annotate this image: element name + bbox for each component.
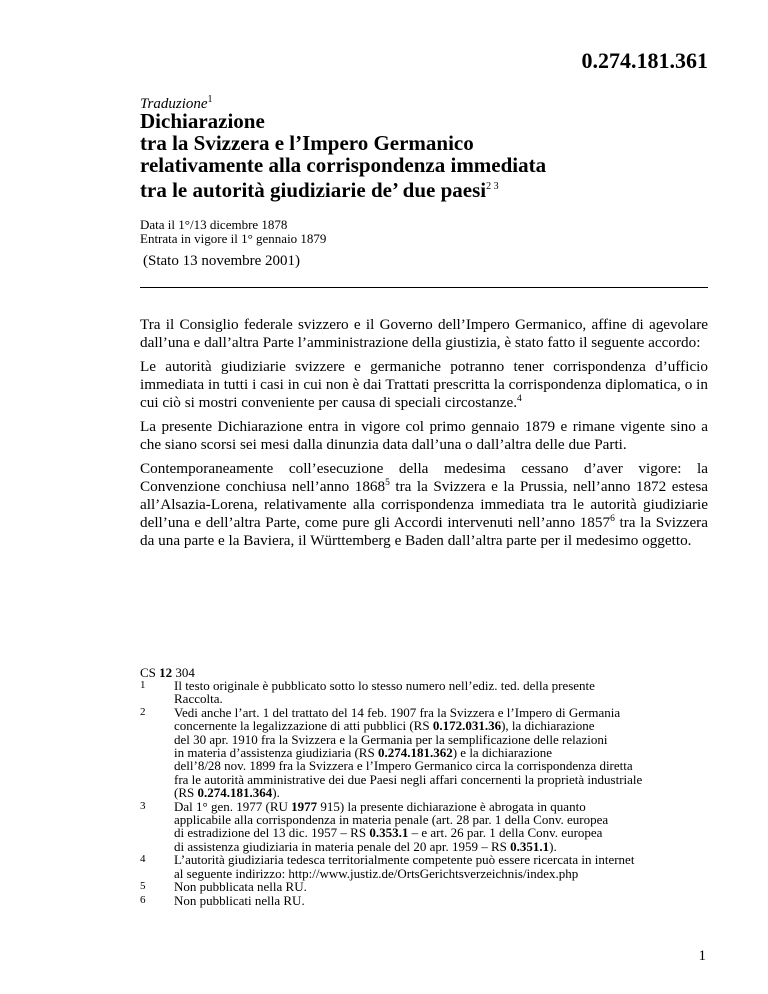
footnote-text	[174, 706, 710, 800]
footnote-text-run: di estradizione del 13 dic. 1957 – RS	[174, 825, 370, 841]
footnote-1	[140, 679, 710, 706]
status-date: (Stato 13 novembre 2001)	[143, 253, 301, 269]
footnote-ref-6[interactable]: 6	[610, 513, 615, 524]
footnote-6	[140, 894, 710, 907]
title-line-1: Dichiarazione	[140, 109, 265, 133]
paragraph-2	[140, 358, 708, 412]
footnote-line: del 30 apr. 1910 fra la Svizzera e la Germania per la semplificazione delle relazioni	[174, 731, 608, 747]
footnotes	[140, 679, 710, 907]
footnote-line	[174, 800, 710, 813]
paragraph-4-text-a: Contemporaneamente coll’esecuzione della medesima cessano d’aver vigore: la Convenzione conchiusa nell’anno 1868	[140, 460, 708, 495]
paragraph-3: La presente Dichiarazione entra in vigore col primo gennaio 1879 e rimane vigente sino a che siano scorsi sei mesi dalla dinunzia data dall’una o dall’altra delle due Parti.	[140, 418, 708, 453]
footnote-line: al seguente indirizzo: http://www.justiz.de/OrtsGerichtsverzeichnis/index.php	[174, 865, 579, 881]
footnote-line: Il testo originale è pubblicato sotto lo stesso numero nell’ediz. ted. della presente	[174, 678, 595, 693]
paragraph-4	[140, 460, 708, 550]
ru-link[interactable]: 1977	[291, 798, 318, 814]
footnote-line	[174, 840, 710, 853]
footnote-ref-1[interactable]: 1	[207, 94, 213, 105]
footnote-text-run: in materia d’assistenza giudiziaria (RS	[174, 745, 378, 761]
title-line-4-text: tra le autorità giudiziarie de’ due paesi	[140, 178, 487, 202]
footnote-text-run: concernente la legalizzazione di atti pubblici (RS	[174, 718, 433, 734]
footnote-number: 3	[140, 799, 146, 812]
paragraph-2-text: Le autorità giudiziarie svizzere e germaniche potranno tener corrispondenza d’ufficio immediata in tutti i casi in cui non è dai Trattati prescritta la corrispondenza diplomatica, o in cui ciò si mostri conveniente per causa di speciali circostanze.	[140, 358, 708, 411]
divider-rule	[140, 287, 708, 288]
footnote-line: Raccolta.	[174, 691, 223, 707]
footnote-number: 6	[140, 893, 146, 906]
document-body	[140, 316, 708, 556]
sr-link[interactable]: 0.274.181.364	[197, 785, 273, 801]
footnote-number: 4	[140, 853, 146, 866]
cs-prefix: CS	[140, 665, 160, 680]
footnote-line: Vedi anche l’art. 1 del trattato del 14 feb. 1907 fra la Svizzera e l’Impero di Germania	[174, 704, 621, 720]
footnote-line	[174, 786, 710, 799]
title-line-3: relativamente alla corrispondenza immediata	[140, 153, 547, 177]
footnote-line	[174, 826, 710, 839]
footnote-3	[140, 800, 710, 854]
cs-page: 304	[172, 665, 195, 680]
footnote-line: Non pubblicati nella RU.	[174, 892, 305, 908]
sr-link[interactable]: 0.172.031.36	[432, 718, 502, 734]
dates-block	[140, 218, 326, 246]
footnote-text-run: di assistenza giudiziaria in materia penale del 20 apr. 1959 – RS	[174, 838, 511, 854]
translation-text: Traduzione	[140, 96, 208, 112]
footnote-number: 1	[140, 679, 146, 691]
footnote-line	[174, 719, 710, 732]
title-line-4	[140, 176, 700, 201]
footnote-ref-4[interactable]: 4	[517, 393, 522, 404]
footnote-number: 2	[140, 705, 146, 718]
title-line-2: tra la Svizzera e l’Impero Germanico	[140, 131, 474, 155]
title-footnote-refs[interactable]: 2 3	[486, 181, 499, 192]
document-title	[140, 110, 700, 201]
footnote-text-run: (RS	[174, 785, 198, 801]
footnote-text	[174, 894, 710, 907]
footnote-text-run: ) e la dichiarazione	[452, 745, 552, 761]
footnote-line: fra le autorità amministrative dei due Paesi negli affari concernenti la proprietà industriale	[174, 771, 643, 787]
sr-link[interactable]: 0.353.1	[369, 825, 409, 841]
paragraph-4-text-b: tra la Svizzera e la Prussia, nell’anno 1872 estesa all’Alsazia-Lorena, relativamente alla corrispondenza immediata tra le autorità giudiziarie dell’una e dell’altra Parte, come pure gli Accordi intervenuti nell’anno 1857	[140, 478, 708, 531]
sr-link[interactable]: 0.274.181.362	[377, 745, 453, 761]
footnote-4	[140, 853, 710, 880]
cs-volume: 12	[159, 665, 173, 680]
footnote-text	[174, 853, 710, 880]
page-number: 1	[698, 948, 706, 964]
footnote-text	[174, 800, 710, 854]
footnote-text-run: ).	[549, 838, 557, 854]
footnote-line: L’autorità giudiziaria tedesca territorialmente competente può essere ricercata in internet	[174, 852, 635, 868]
footnote-5	[140, 880, 710, 893]
footnote-2	[140, 706, 710, 800]
footnote-number: 5	[140, 880, 146, 893]
footnote-line	[174, 746, 710, 759]
footnote-line: applicabile alla corrispondenza in materia penale (art. 28 par. 1 della Conv. europea	[174, 812, 609, 828]
entry-into-force-line: Entrata in vigore il 1° gennaio 1879	[140, 231, 327, 246]
footnote-text-run: ).	[272, 785, 280, 801]
paragraph-4-text-c: tra la Svizzera da una parte e la Baviera, il Württemberg e Baden dall’altra parte per il medesimo oggetto.	[140, 514, 708, 549]
footnote-text	[174, 880, 710, 893]
footnote-text-run: 915) la presente dichiarazione è abrogata in quanto	[317, 798, 586, 814]
sr-link[interactable]: 0.351.1	[510, 838, 550, 854]
footnote-text-run: Dal 1° gen. 1977 (RU	[174, 798, 292, 814]
footnote-text	[174, 679, 710, 706]
footnote-line: Non pubblicata nella RU.	[174, 879, 307, 895]
footnote-line: dell’8/28 nov. 1899 fra la Svizzera e l’Impero Germanico circa la corrispondenza diretta	[174, 758, 633, 774]
footnote-text-run: – e art. 26 par. 1 della Conv. europea	[408, 825, 603, 841]
paragraph-1: Tra il Consiglio federale svizzero e il Governo dell’Impero Germanico, affine di agevolare dall’una e dall’altra Parte l’amministrazione della giustizia, è stato fatto il seguente accordo:	[140, 316, 708, 351]
date-line: Data il 1°/13 dicembre 1878	[140, 217, 288, 232]
footnote-text-run: ), la dichiarazione	[501, 718, 595, 734]
sr-number: 0.274.181.361	[581, 48, 708, 73]
footnote-ref-5[interactable]: 5	[385, 477, 390, 488]
